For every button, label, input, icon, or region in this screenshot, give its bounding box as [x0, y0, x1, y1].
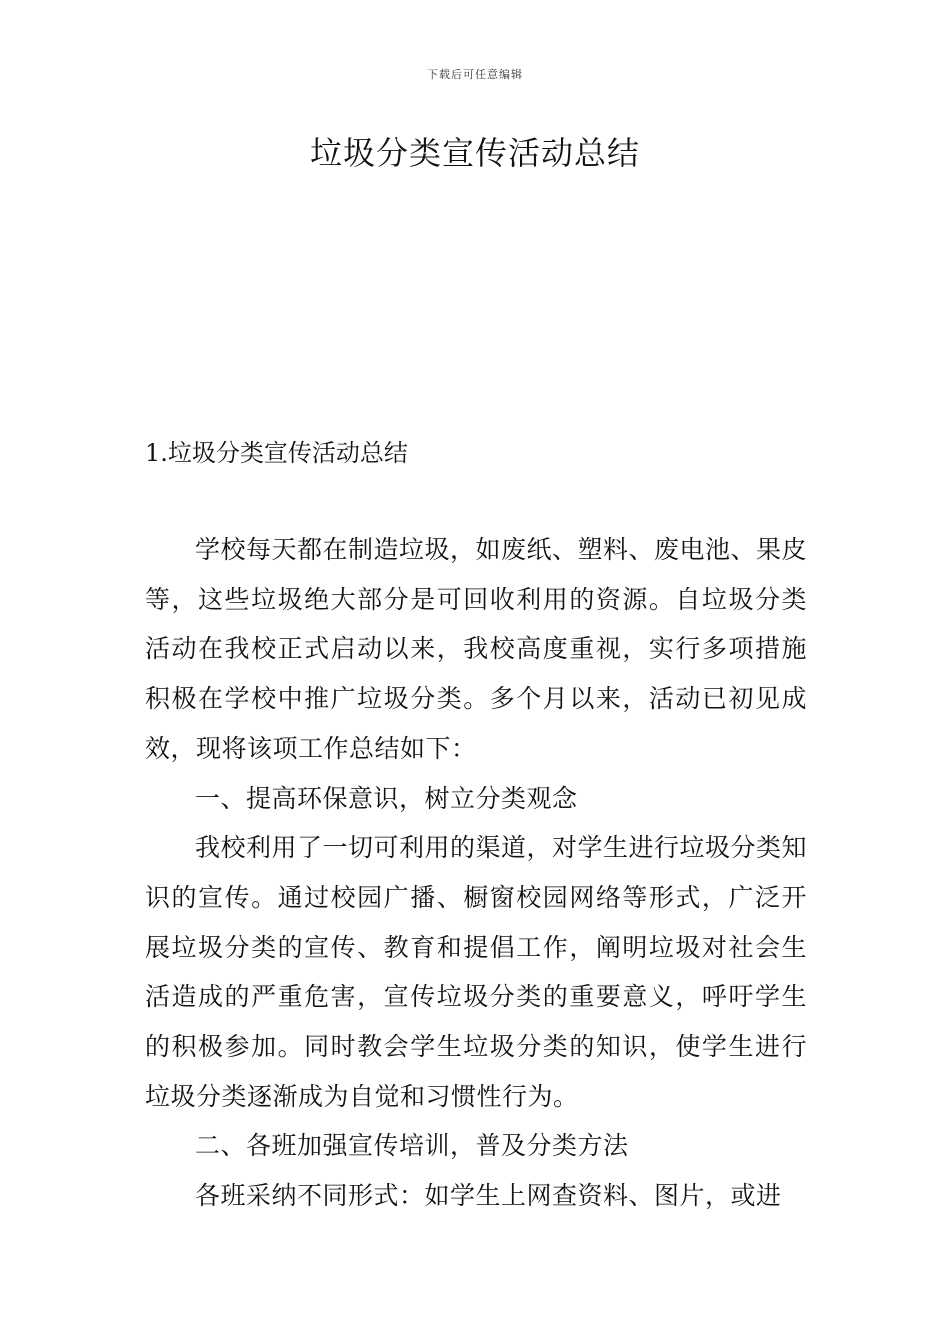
section-heading: 1.垃圾分类宣传活动总结 [145, 439, 408, 467]
paragraph-intro: 学校每天都在制造垃圾，如废纸、塑料、废电池、果皮等，这些垃圾绝大部分是可回收利用的资源。自垃圾分类活动在我校正式启动以来，我校高度重视，实行多项措施积极在学校中推广垃圾分类。多个月以来，活动已初见成效，现将该项工作总结如下： [145, 535, 808, 763]
subheading-one: 一、提高环保意识，树立分类观念 [195, 783, 578, 813]
subheading-two: 二、各班加强宣传培训，普及分类方法 [195, 1131, 629, 1161]
header-note: 下载后可任意编辑 [427, 68, 523, 81]
paragraph-two: 各班采纳不同形式：如学生上网查资料、图片，或进 [195, 1181, 782, 1211]
document-title: 垃圾分类宣传活动总结 [309, 134, 640, 172]
document-body [145, 525, 807, 1221]
paragraph-one: 我校利用了一切可利用的渠道，对学生进行垃圾分类知识的宣传。通过校园广播、橱窗校园网络等形式，广泛开展垃圾分类的宣传、教育和提倡工作，阐明垃圾对社会生活造成的严重危害，宣传垃圾分类的重要意义，呼吁学生的积极参加。同时教会学生垃圾分类的知识，使学生进行垃圾分类逐渐成为自觉和习惯性行为。 [145, 833, 808, 1111]
